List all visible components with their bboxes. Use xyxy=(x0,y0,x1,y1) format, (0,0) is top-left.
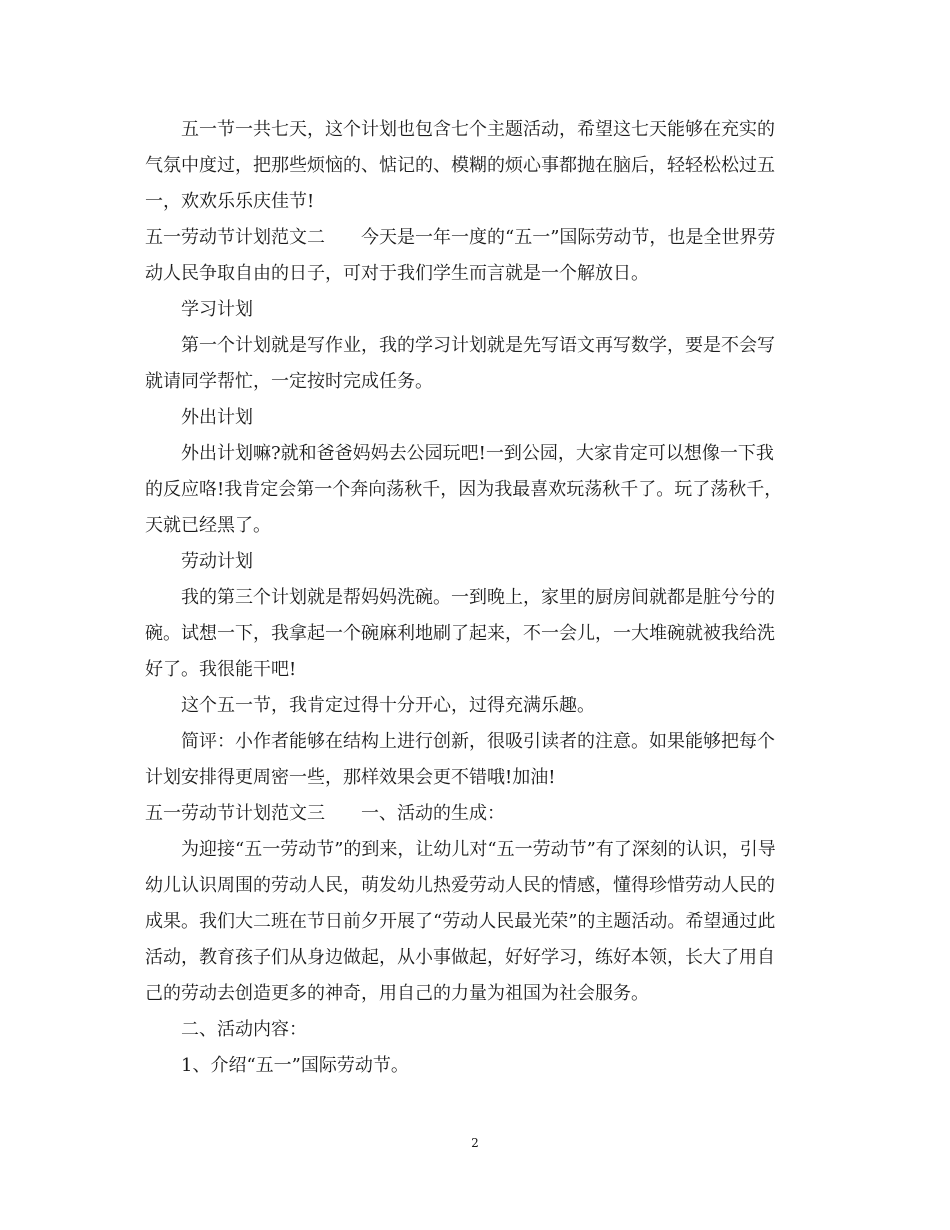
text-line: 外出计划嘛?就和爸爸妈妈去公园玩吧!一到公园，大家肯定可以想像一下我 xyxy=(181,443,774,464)
text-line: 碗。试想一下，我拿起一个碗麻利地刷了起来，不一会儿，一大堆碗就被我给洗 xyxy=(145,623,775,644)
text-line: 二、活动内容： xyxy=(181,1019,307,1040)
text-line: 气氛中度过，把那些烦恼的、惦记的、模糊的烦心事都抛在脑后，轻轻松松过五 xyxy=(145,155,775,176)
document-body xyxy=(145,112,805,1084)
text-line: 活动，教育孩子们从身边做起，从小事做起，好好学习，练好本领，长大了用自 xyxy=(145,947,775,968)
text-line: 第一个计划就是写作业，我的学习计划就是先写语文再写数学，要是不会写 xyxy=(181,335,775,356)
text-line: 一，欢欢乐乐庆佳节! xyxy=(145,191,315,212)
text-line: 为迎接“五一劳动节”的到来，让幼儿对“五一劳动节”有了深刻的认识，引导 xyxy=(181,839,776,860)
text-line: 这个五一节，我肯定过得十分开心，过得充满乐趣。 xyxy=(181,695,595,716)
text-line: 就请同学帮忙，一定按时完成任务。 xyxy=(145,371,433,392)
text-line: 外出计划 xyxy=(181,407,253,428)
text-line: 计划安排得更周密一些，那样效果会更不错哦!加油! xyxy=(145,767,556,788)
text-line: 五一节一共七天，这个计划也包含七个主题活动，希望这七天能够在充实的 xyxy=(181,119,775,140)
text-line: 简评：小作者能够在结构上进行创新，很吸引读者的注意。如果能够把每个 xyxy=(181,731,775,752)
text-line: 五一劳动节计划范文三 一、活动的生成： xyxy=(145,803,505,824)
text-line: 天就已经黑了。 xyxy=(145,515,271,536)
text-line: 1、介绍“五一”国际劳动节。 xyxy=(181,1055,409,1076)
text-line: 学习计划 xyxy=(181,299,253,320)
text-line: 成果。我们大二班在节日前夕开展了“劳动人民最光荣”的主题活动。希望通过此 xyxy=(145,911,776,932)
text-line: 好了。我很能干吧! xyxy=(145,659,297,680)
text-line: 的反应咯!我肯定会第一个奔向荡秋千，因为我最喜欢玩荡秋千了。玩了荡秋千， xyxy=(145,479,783,500)
text-line: 动人民争取自由的日子，可对于我们学生而言就是一个解放日。 xyxy=(145,263,649,284)
text-line: 我的第三个计划就是帮妈妈洗碗。一到晚上，家里的厨房间就都是脏兮兮的 xyxy=(181,587,775,608)
page-number: 2 xyxy=(471,1136,479,1150)
text-line: 劳动计划 xyxy=(181,551,253,572)
text-line: 幼儿认识周围的劳动人民，萌发幼儿热爱劳动人民的情感，懂得珍惜劳动人民的 xyxy=(145,875,775,896)
text-line: 己的劳动去创造更多的神奇，用自己的力量为祖国为社会服务。 xyxy=(145,983,649,1004)
text-line: 五一劳动节计划范文二 今天是一年一度的“五一”国际劳动节，也是全世界劳 xyxy=(145,227,776,248)
